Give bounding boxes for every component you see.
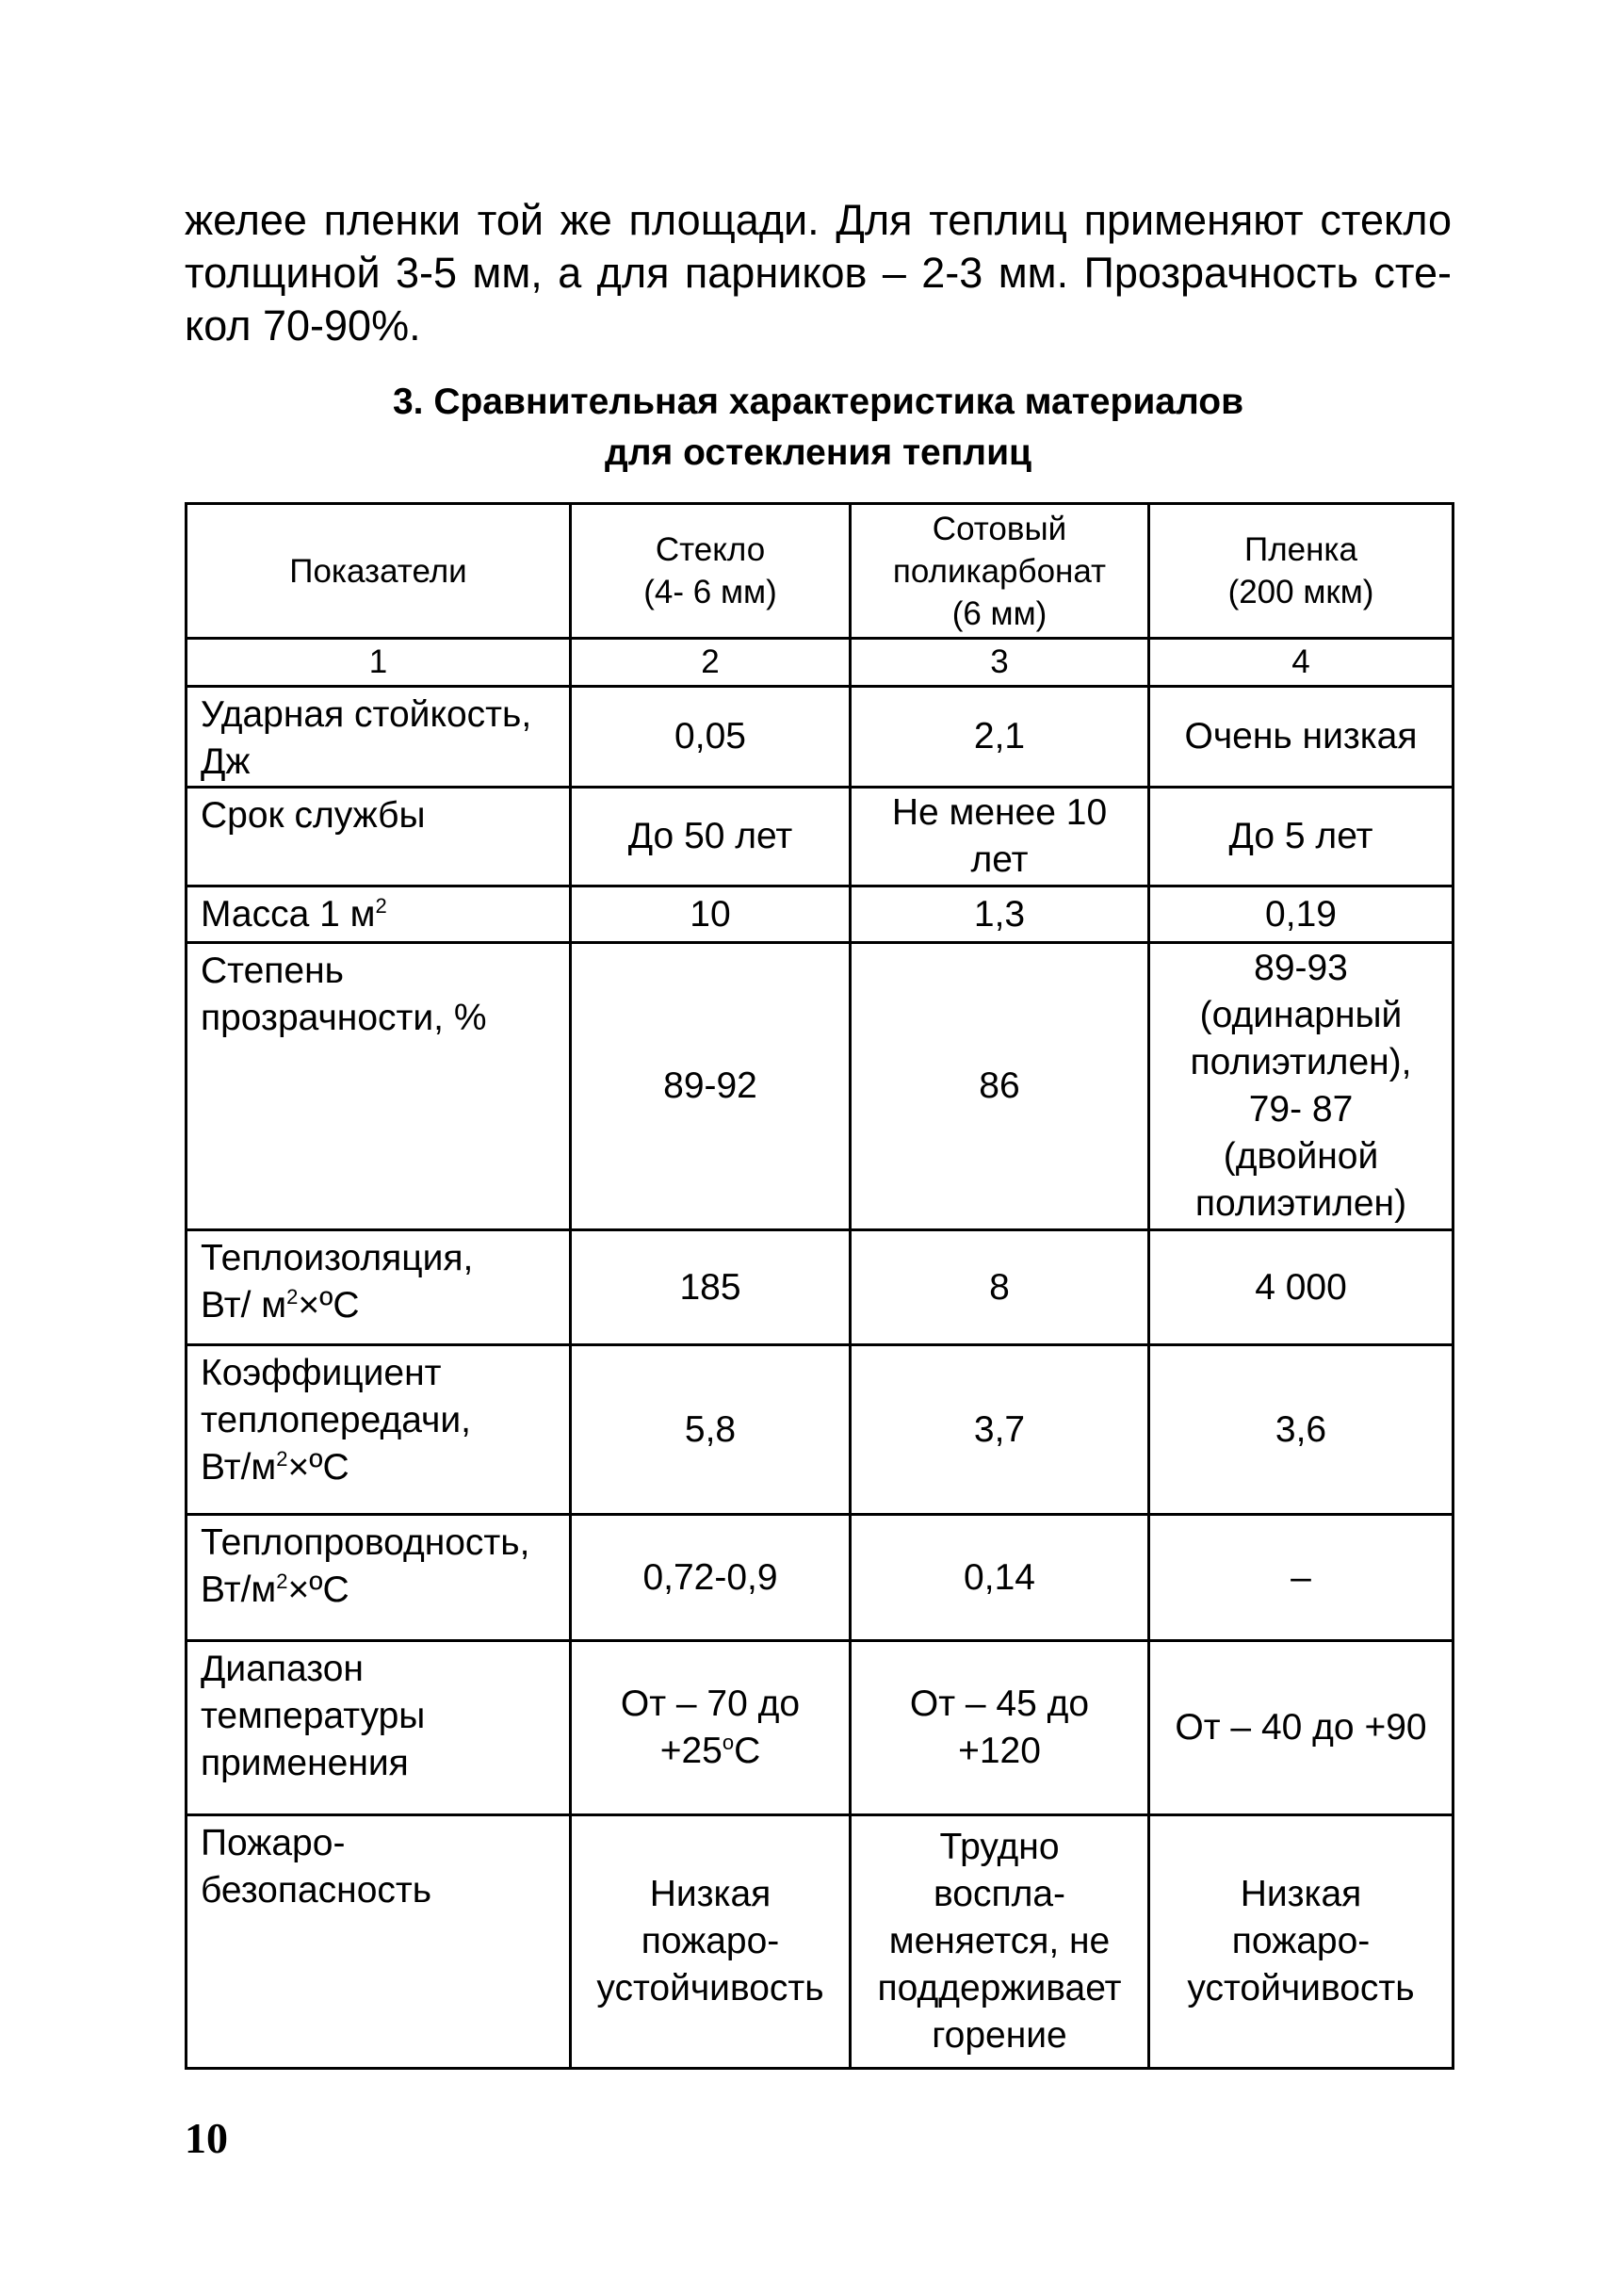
value-film: От – 40 до +90 [1149, 1641, 1453, 1815]
table-row-thermal-insulation [187, 1230, 1453, 1345]
value-film: Низкая пожаро- устойчивость [1149, 1815, 1453, 2069]
row-label [187, 1515, 571, 1641]
table-row-thermal-conductivity [187, 1515, 1453, 1641]
value-text: От – 70 до +25 [620, 1683, 801, 1771]
label-superscript: 2 [276, 1569, 288, 1593]
caption-line: 3. Сравнительная характеристика материалов [392, 382, 1244, 422]
value-polycarbonate: Не менее 10 лет [851, 788, 1149, 886]
row-label [187, 886, 571, 943]
label-unit: ×ºС [298, 1285, 360, 1325]
table-header-row [187, 504, 1453, 639]
row-label: Диапазон температуры применения [187, 1641, 571, 1815]
intro-line: желее пленки той же площади. Для теплиц применяют стекло [185, 196, 1452, 244]
value-polycarbonate: От – 45 до +120 [851, 1641, 1149, 1815]
value-polycarbonate: 0,14 [851, 1515, 1149, 1641]
table-row-heat-transfer-coefficient [187, 1345, 1453, 1515]
label-text: Масса 1 м [201, 894, 376, 935]
header-cell-film: Пленка (200 мкм) [1149, 504, 1453, 639]
value-polycarbonate: 3,7 [851, 1345, 1149, 1515]
value-glass [571, 1641, 851, 1815]
value-film: – [1149, 1515, 1453, 1641]
value-film: До 5 лет [1149, 788, 1453, 886]
value-polycarbonate: 86 [851, 943, 1149, 1230]
table-row-transparency [187, 943, 1453, 1230]
value-polycarbonate: Трудно воспла- меняется, не поддерживает горение [851, 1815, 1149, 2069]
value-glass: 0,72-0,9 [571, 1515, 851, 1641]
intro-line: кол 70-90%. [185, 301, 421, 350]
comparison-table [185, 502, 1454, 2070]
caption-line: для остекления теплиц [604, 432, 1032, 473]
intro-paragraph [185, 194, 1452, 352]
column-number-row [187, 639, 1453, 687]
table-row-mass [187, 886, 1453, 943]
label-superscript: 2 [375, 894, 387, 918]
table-row-service-life [187, 788, 1453, 886]
column-number: 3 [851, 639, 1149, 687]
intro-line: толщиной 3-5 мм, а для парников – 2-3 мм. Прозрачность сте- [185, 249, 1452, 297]
label-superscript: 2 [276, 1447, 288, 1471]
value-glass: Низкая пожаро- устойчивость [571, 1815, 851, 2069]
header-cell-indicators: Показатели [187, 504, 571, 639]
label-text: Коэффициент теплопередачи, Вт/м [201, 1353, 471, 1488]
value-glass: 5,8 [571, 1345, 851, 1515]
value-glass: 185 [571, 1230, 851, 1345]
table-caption [185, 377, 1452, 479]
row-label: Срок службы [187, 788, 571, 886]
value-polycarbonate: 1,3 [851, 886, 1149, 943]
value-film: 89-93 (одинарный полиэтилен), 79- 87 (двойной полиэтилен) [1149, 943, 1453, 1230]
label-unit: ×ºС [287, 1447, 349, 1488]
table-row-temperature-range [187, 1641, 1453, 1815]
row-label: Пожаро- безопасность [187, 1815, 571, 2069]
value-superscript: о [722, 1731, 735, 1754]
row-label [187, 1230, 571, 1345]
column-number: 1 [187, 639, 571, 687]
label-unit: ×ºС [287, 1569, 349, 1610]
value-polycarbonate: 2,1 [851, 687, 1149, 788]
value-unit: С [734, 1731, 761, 1771]
table-row-fire-safety [187, 1815, 1453, 2069]
value-film: 0,19 [1149, 886, 1453, 943]
value-film: 4 000 [1149, 1230, 1453, 1345]
label-text: Теплопроводность, Вт/м [201, 1522, 530, 1610]
row-label [187, 1345, 571, 1515]
value-glass: 0,05 [571, 687, 851, 788]
label-superscript: 2 [286, 1285, 299, 1309]
value-film: Очень низкая [1149, 687, 1453, 788]
row-label: Ударная стойкость, Дж [187, 687, 571, 788]
row-label: Степень прозрачности, % [187, 943, 571, 1230]
value-glass: До 50 лет [571, 788, 851, 886]
header-cell-glass: Стекло (4- 6 мм) [571, 504, 851, 639]
label-text: Теплоизоляция, Вт/ м [201, 1238, 474, 1325]
header-cell-polycarbonate: Сотовый поликарбонат (6 мм) [851, 504, 1149, 639]
column-number: 4 [1149, 639, 1453, 687]
value-glass: 89-92 [571, 943, 851, 1230]
value-polycarbonate: 8 [851, 1230, 1149, 1345]
value-glass: 10 [571, 886, 851, 943]
page-number: 10 [185, 2114, 228, 2162]
table-row-impact-resistance [187, 687, 1453, 788]
value-film: 3,6 [1149, 1345, 1453, 1515]
column-number: 2 [571, 639, 851, 687]
